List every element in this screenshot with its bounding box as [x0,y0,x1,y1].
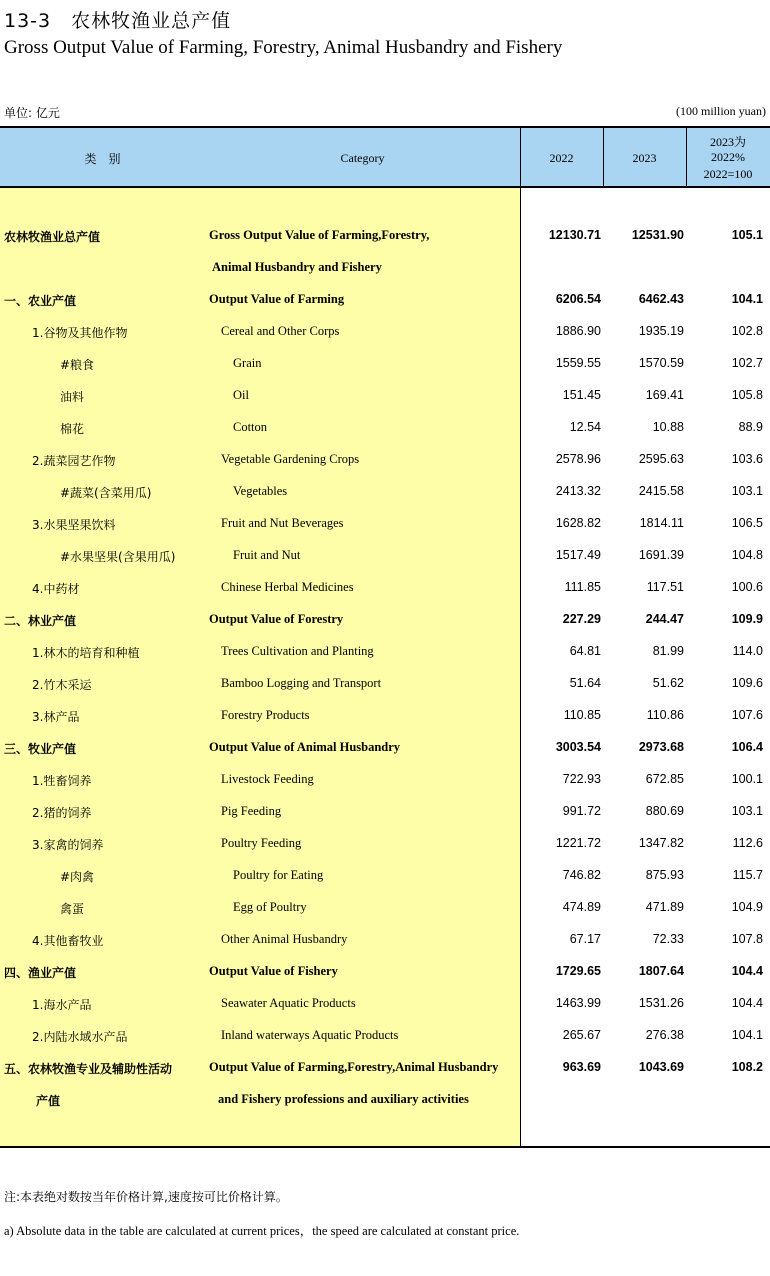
row-label-en: Fruit and Nut Beverages [221,516,344,530]
value-2022: 746.82 [562,868,601,882]
index-value: 115.7 [732,868,763,882]
row-label-en: Vegetable Gardening Crops [221,452,360,466]
value-2023: 1935.19 [638,324,684,338]
table-top-rule [0,126,770,128]
value-2022: 12.54 [569,420,601,434]
index-value: 102.7 [731,356,763,370]
table-row [0,796,770,828]
value-2022: 111.85 [564,580,601,594]
row-label-en: Egg of Poultry [233,900,307,914]
table-row [0,476,770,508]
row-label-en: Livestock Feeding [221,772,314,786]
index-value: 104.4 [731,964,763,978]
table-row [0,604,770,636]
table-row [0,572,770,604]
row-label-en: Poultry for Eating [233,868,324,882]
value-2022: 474.89 [562,900,601,914]
table-row [0,764,770,796]
table-row [0,732,770,764]
row-label-en: Oil [233,388,249,402]
row-label-en: Cotton [233,420,268,434]
index-value: 100.1 [731,772,763,786]
table-row [0,316,770,348]
index-value: 114.0 [732,644,763,658]
row-label-cn: 4.中药材 [32,582,80,596]
row-label-en: Seawater Aquatic Products [221,996,356,1010]
table-row [0,1052,770,1084]
row-label-cn: 4.其他畜牧业 [32,934,104,948]
unit-label-cn: 单位: 亿元 [4,106,60,120]
table-row [0,284,770,316]
value-2023: 244.47 [645,612,684,626]
row-label-cn: 2.内陆水域水产品 [32,1030,128,1044]
row-label-cn: 2.蔬菜园艺作物 [32,454,116,468]
row-label-en: Animal Husbandry and Fishery [212,260,382,274]
index-value: 103.1 [731,804,763,818]
index-value: 104.1 [731,292,763,306]
row-label-en: Other Animal Husbandry [221,932,348,946]
row-label-en: Vegetables [233,484,288,498]
row-label-cn: #肉禽 [60,870,95,884]
row-label-en: Output Value of Farming,Forestry,Animal Husbandry [209,1060,499,1074]
table-row [0,508,770,540]
column-header-category: Category [340,151,385,165]
row-label-en: Fruit and Nut [233,548,301,562]
column-header-index-line3: 2022=100 [703,167,753,181]
table-row [0,380,770,412]
row-label-en: Output Value of Animal Husbandry [209,740,401,754]
index-value: 103.1 [731,484,763,498]
table-row [0,668,770,700]
value-2023: 1807.64 [638,964,684,978]
value-2023: 72.33 [652,932,684,946]
index-value: 102.8 [731,324,763,338]
value-2022: 1517.49 [555,548,601,562]
value-2022: 1628.82 [555,516,601,530]
index-value: 106.4 [731,740,763,754]
column-header-index-line2: 2022% [711,150,745,164]
row-label-cn: 禽蛋 [60,902,85,916]
value-2023: 169.41 [645,388,684,402]
row-label-en: Pig Feeding [221,804,282,818]
row-label-en: Gross Output Value of Farming,Forestry, [209,228,430,242]
table-row [0,924,770,956]
value-2022: 963.69 [562,1060,601,1074]
value-2023: 2595.63 [638,452,684,466]
index-value: 107.6 [731,708,763,722]
row-label-cn: 农林牧渔业总产值 [4,230,101,244]
row-label-cn: 2.猪的饲养 [32,806,92,820]
row-label-cn: 一、农业产值 [4,294,77,308]
table-row [0,828,770,860]
index-value: 100.6 [731,580,763,594]
row-label-en: Output Value of Forestry [209,612,344,626]
value-2023: 1531.26 [638,996,684,1010]
value-2022: 265.67 [562,1028,601,1042]
row-label-cn: 3.家禽的饲养 [32,838,104,852]
table-row [0,412,770,444]
table-row [0,444,770,476]
table-row [0,636,770,668]
row-label-cn: 产值 [36,1094,61,1108]
value-2022: 110.85 [563,708,601,722]
value-2023: 2973.68 [638,740,684,754]
row-label-cn: 1.林木的培育和种植 [32,646,140,660]
value-2022: 1886.90 [555,324,601,338]
row-label-en: and Fishery professions and auxiliary activities [218,1092,469,1106]
index-value: 109.9 [731,612,763,626]
row-label-cn: 3.林产品 [32,710,80,724]
value-2023: 117.51 [646,580,684,594]
value-2022: 64.81 [569,644,601,658]
index-value: 112.6 [732,836,763,850]
index-value: 104.8 [731,548,763,562]
index-value: 104.9 [731,900,763,914]
row-label-cn: 四、渔业产值 [4,966,77,980]
row-label-en: Grain [233,356,262,370]
unit-label-en: (100 million yuan) [676,104,766,118]
index-value: 108.2 [731,1060,763,1074]
row-label-cn: 棉花 [60,422,85,436]
value-2022: 67.17 [569,932,601,946]
table-row [0,892,770,924]
value-2023: 2415.58 [638,484,684,498]
table-bottom-rule [0,1146,770,1148]
table-title-en: Gross Output Value of Farming, Forestry, Animal Husbandry and Fishery [4,37,563,58]
value-2022: 6206.54 [555,292,601,306]
index-value: 88.9 [738,420,763,434]
table-row [0,988,770,1020]
value-2022: 991.72 [562,804,601,818]
table-row [0,700,770,732]
column-header-index-line1: 2023为 [709,135,746,149]
row-label-en: Chinese Herbal Medicines [221,580,354,594]
value-2023: 1043.69 [638,1060,684,1074]
value-2022: 227.29 [562,612,601,626]
table-row [0,1020,770,1052]
value-2022: 151.45 [562,388,601,402]
value-2023: 276.38 [645,1028,684,1042]
value-2022: 1559.55 [555,356,601,370]
value-2022: 1463.99 [555,996,601,1010]
row-label-cn: #粮食 [60,358,95,372]
value-2023: 12531.90 [631,228,684,242]
table-row [0,252,770,284]
column-header-2022: 2022 [549,151,574,165]
value-2023: 880.69 [645,804,684,818]
row-label-cn: 五、农林牧渔专业及辅助性活动 [4,1062,173,1076]
value-2022: 3003.54 [555,740,601,754]
value-2023: 875.93 [645,868,684,882]
value-2023: 1347.82 [638,836,684,850]
index-value: 105.1 [731,228,763,242]
table-header-rule [0,186,770,188]
value-2022: 1221.72 [555,836,601,850]
row-label-en: Output Value of Farming [209,292,345,306]
table-row [0,540,770,572]
row-label-cn: 2.竹木采运 [32,678,92,692]
table-row [0,860,770,892]
row-label-cn: 1.海水产品 [32,998,92,1012]
footnote-cn: 注:本表绝对数按当年价格计算,速度按可比价格计算。 [4,1190,288,1204]
value-2023: 1570.59 [638,356,684,370]
index-value: 105.8 [731,388,763,402]
value-2022: 1729.65 [555,964,601,978]
row-label-cn: #水果坚果(含果用瓜) [60,550,176,564]
index-value: 104.1 [731,1028,763,1042]
row-label-cn: 二、林业产值 [4,614,77,628]
value-2022: 2578.96 [555,452,601,466]
row-label-en: Output Value of Fishery [209,964,338,978]
value-2022: 722.93 [562,772,601,786]
index-value: 106.5 [731,516,763,530]
value-2023: 6462.43 [638,292,684,306]
index-value: 103.6 [731,452,763,466]
row-label-cn: 1.谷物及其他作物 [32,326,128,340]
table-title-cn: 13-3 农林牧渔业总产值 [4,10,232,32]
index-value: 109.6 [731,676,763,690]
value-2023: 471.89 [645,900,684,914]
row-label-cn: #蔬菜(含菜用瓜) [60,486,152,500]
row-label-cn: 油料 [60,390,85,404]
value-2023: 51.62 [652,676,684,690]
table-row [0,348,770,380]
value-2022: 2413.32 [555,484,601,498]
index-value: 104.4 [731,996,763,1010]
row-label-en: Bamboo Logging and Transport [221,676,382,690]
row-label-cn: 三、牧业产值 [4,742,77,756]
value-2023: 110.86 [646,708,684,722]
row-label-cn: 1.牲畜饲养 [32,774,92,788]
value-2023: 81.99 [652,644,684,658]
table-row [0,956,770,988]
value-2022: 51.64 [569,676,601,690]
row-label-en: Poultry Feeding [221,836,302,850]
table-row [0,220,770,252]
table-row [0,1084,770,1116]
value-2023: 1814.11 [639,516,684,530]
column-header-cn: 类 别 [84,152,121,166]
row-label-en: Forestry Products [221,708,310,722]
row-label-en: Trees Cultivation and Planting [221,644,374,658]
footnote-en: a) Absolute data in the table are calculated at current prices，the speed are calculated at constant price. [4,1224,520,1238]
row-label-cn: 3.水果坚果饮料 [32,518,116,532]
column-header-2023: 2023 [632,151,657,165]
index-value: 107.8 [731,932,763,946]
value-2023: 672.85 [645,772,684,786]
value-2023: 10.88 [652,420,684,434]
value-2022: 12130.71 [548,228,601,242]
value-2023: 1691.39 [638,548,684,562]
row-label-en: Cereal and Other Corps [221,324,340,338]
row-label-en: Inland waterways Aquatic Products [221,1028,399,1042]
